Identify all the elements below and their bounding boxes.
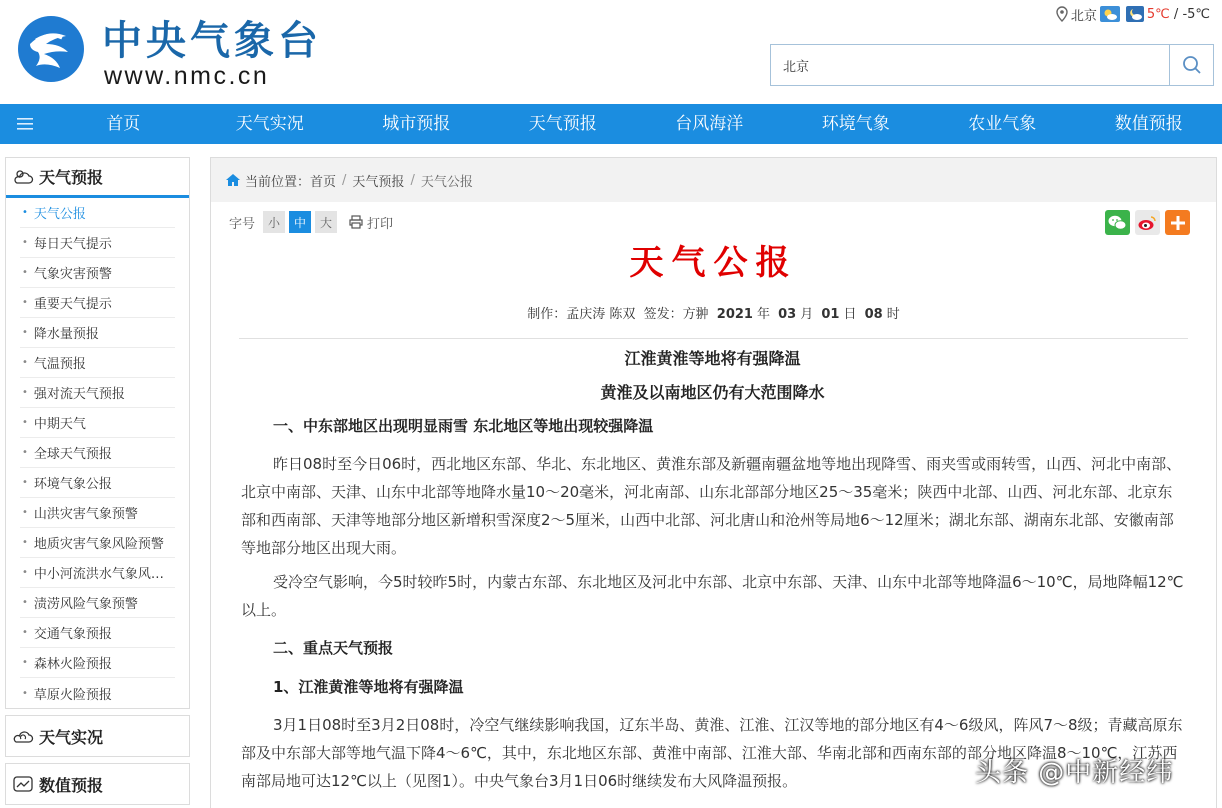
cloud-icon: [12, 168, 34, 186]
sidebar-numeric-title: 数值预报: [39, 775, 104, 795]
search-box: [770, 44, 1214, 86]
cloud-refresh-icon: [12, 727, 34, 745]
sidebar-forecast-title: 天气预报: [39, 168, 104, 187]
sidebar-item[interactable]: [20, 198, 175, 228]
city-name[interactable]: 北京: [1070, 8, 1097, 24]
sidebar-item[interactable]: [20, 408, 175, 438]
location-pin-icon: [1056, 6, 1068, 22]
bulletin-day: 01: [821, 307, 840, 322]
breadcrumb-forecast[interactable]: 天气预报: [352, 174, 405, 190]
sidebar-item-label: 气象灾害预警: [33, 267, 112, 282]
font-size-label: 字号: [229, 216, 256, 232]
sidebar-item-label: 地质灾害气象风险预警: [33, 537, 164, 552]
search-button[interactable]: [1169, 45, 1213, 85]
bulletin-article: [241, 342, 1184, 795]
sidebar-item-label: 渍涝风险气象预警: [33, 597, 138, 612]
bullet-icon: •: [22, 267, 28, 278]
sidebar-item[interactable]: [20, 228, 175, 258]
nav-item-city-forecast[interactable]: 城市预报: [382, 114, 451, 134]
sidebar-item[interactable]: [20, 588, 175, 618]
sidebar-item[interactable]: [20, 498, 175, 528]
wechat-icon[interactable]: [1105, 210, 1130, 235]
breadcrumb-sep: /: [342, 172, 347, 188]
bullet-icon: •: [22, 687, 28, 699]
bullet-icon: •: [22, 387, 28, 398]
sidebar-item-label: 气温预报: [33, 357, 86, 372]
temp-low: -5℃: [1182, 6, 1210, 22]
sidebar-item-label: 交通气象预报: [33, 627, 112, 642]
sidebar-item[interactable]: [20, 258, 175, 288]
bullet-icon: •: [22, 417, 28, 428]
logo-title[interactable]: 中央气象台: [102, 18, 322, 64]
printer-icon: [349, 215, 363, 229]
bullet-icon: •: [22, 567, 28, 578]
bulletin-year: 2021: [716, 307, 753, 322]
sidebar-item[interactable]: [20, 528, 175, 558]
breadcrumb-sep: /: [410, 172, 415, 188]
nav-item-live-weather[interactable]: 天气实况: [235, 114, 304, 134]
sidebar-item[interactable]: [20, 558, 175, 588]
nav-item-numeric-forecast[interactable]: 数值预报: [1114, 114, 1183, 134]
sidebar-forecast-box: [5, 157, 190, 709]
sidebar-item-label: 天气公报: [33, 207, 86, 222]
print-button[interactable]: [349, 213, 393, 232]
chart-icon: [12, 775, 34, 793]
section-heading-1: 一、中东部地区出现明显雨雪 东北地区等地出现较强降温: [273, 417, 654, 435]
weather-mini[interactable]: [1053, 4, 1210, 24]
bullet-icon: •: [22, 537, 28, 548]
sidebar: [5, 157, 190, 805]
bullet-icon: •: [22, 297, 28, 308]
sidebar-item[interactable]: [20, 318, 175, 348]
bullet-icon: •: [22, 207, 28, 218]
headline-primary: 江淮黄淮等地将有强降温: [624, 349, 801, 368]
bulletin-meta: [211, 303, 1216, 322]
sidebar-actual-header[interactable]: [6, 716, 189, 756]
sidebar-item-label: 山洪灾害气象预警: [33, 507, 138, 522]
bullet-icon: •: [22, 237, 28, 248]
sidebar-item[interactable]: [20, 348, 175, 378]
temp-high: 5℃: [1146, 6, 1170, 22]
sidebar-actual-title: 天气实况: [39, 727, 104, 747]
bullet-icon: •: [22, 507, 28, 518]
breadcrumb-home[interactable]: 首页: [310, 174, 337, 190]
sidebar-item-label: 每日天气提示: [33, 237, 112, 252]
share-plus-icon[interactable]: [1165, 210, 1190, 235]
bullet-icon: •: [22, 357, 28, 368]
bullet-icon: •: [22, 327, 28, 338]
night-cloud-icon: [1126, 6, 1144, 22]
hamburger-icon: [17, 118, 33, 130]
sidebar-item-label: 全球天气预报: [33, 447, 112, 462]
nmc-logo[interactable]: [16, 14, 86, 84]
year-unit: 年: [756, 307, 770, 322]
paragraph-3: 3月1日08时至3月2日08时，冷空气继续影响我国，辽东半岛、黄淮、江淮、江汉等地的部分地区有4～6级风，阵风7～8级；青藏高原东部及中东部大部等地气温下降4～6℃，其中，东北地区东部、黄淮中南部、江淮大部、华南北部和西南东部的部分地区降温8～10℃，江苏西南部局地可达12℃以上（见图1）。中央气象台3月1日06时继续发布大风降温预报。: [241, 716, 1183, 790]
subsection-heading-2-1: 1、江淮黄淮等地将有强降温: [273, 678, 464, 696]
bullet-icon: •: [22, 477, 28, 488]
sidebar-item-label: 环境气象公报: [33, 477, 112, 492]
day-unit: 日: [843, 307, 857, 322]
sidebar-forecast-list: [6, 198, 189, 708]
bullet-icon: •: [22, 627, 28, 638]
paragraph-2: 受冷空气影响，今5时较昨5时，内蒙古东部、东北地区及河北中东部、北京中东部、天津、山东中北部等地降温6～10℃，局地降幅12℃以上。: [241, 573, 1184, 619]
nav-item-weather-forecast[interactable]: 天气预报: [528, 114, 597, 134]
print-label: 打印: [367, 216, 394, 232]
article-toolbar: [229, 210, 393, 234]
share-bar: [1100, 210, 1190, 235]
bulletin-month: 03: [778, 307, 797, 322]
hour-unit: 时: [886, 307, 900, 322]
logo-url[interactable]: www.nmc.cn: [104, 62, 270, 90]
bullet-icon: •: [22, 657, 28, 668]
temp-sep: /: [1169, 6, 1183, 22]
section-heading-2: 二、重点天气预报: [273, 639, 394, 657]
font-size-large-button[interactable]: 大: [315, 211, 337, 233]
breadcrumb: [211, 158, 1216, 202]
sidebar-forecast-header[interactable]: [6, 158, 189, 198]
nav-item-typhoon-ocean[interactable]: 台风海洋: [675, 114, 744, 134]
sidebar-item[interactable]: [20, 438, 175, 468]
weibo-icon[interactable]: [1135, 210, 1160, 235]
sidebar-item-label: 中小河流洪水气象风…: [33, 567, 164, 582]
sidebar-item-label: 草原火险预报: [33, 687, 112, 703]
bullet-icon: •: [22, 597, 28, 608]
nav-item-home[interactable]: 首页: [106, 114, 141, 134]
site-header: [0, 0, 1222, 104]
bulletin-authors: 制作：孟庆涛 陈双 签发：方翀: [527, 307, 709, 322]
nav-menu-button[interactable]: [0, 104, 50, 144]
breadcrumb-label: 当前位置：: [245, 174, 311, 190]
main-nav: [0, 104, 1222, 144]
paragraph-1: 昨日08时至今日06时，西北地区东部、华北、东北地区、黄淮东部及新疆南疆盆地等地出现降雪、雨夹雪或雨转雪，山西、河北中南部、北京中南部、天津、山东中北部等地降水量10～20毫米，河北南部、山东北部部分地区25～35毫米；陕西中北部、山西、河北东部、北京东部和西南部、天津等地部分地区新增积雪深度2～5厘米，山西中北部、河北唐山和沧州等局地6～12厘米；湖北东部、湖南东北部、安徽南部等地部分地区出现大雨。: [241, 455, 1182, 557]
sidebar-item-label: 强对流天气预报: [33, 387, 125, 402]
sidebar-item[interactable]: [20, 288, 175, 318]
sidebar-actual-box: [5, 715, 190, 757]
sidebar-item-label: 重要天气提示: [33, 297, 112, 312]
sidebar-item[interactable]: [20, 648, 175, 678]
sidebar-item[interactable]: [20, 468, 175, 498]
bulletin-title: 天气公报: [629, 243, 798, 283]
watermark: 头条 @中新经纬: [975, 758, 1174, 788]
sidebar-item-label: 中期天气: [33, 417, 86, 432]
bullet-icon: •: [22, 447, 28, 458]
sidebar-item[interactable]: [20, 678, 175, 708]
home-icon: [225, 173, 241, 187]
sidebar-item-label: 森林火险预报: [33, 657, 112, 672]
search-icon: [1182, 55, 1202, 75]
sidebar-item-label: 降水量预报: [33, 327, 99, 342]
sidebar-item[interactable]: [20, 618, 175, 648]
sidebar-item[interactable]: [20, 378, 175, 408]
sidebar-numeric-header[interactable]: [6, 764, 189, 804]
font-size-small-button[interactable]: 小: [263, 211, 285, 233]
headline-secondary: 黄淮及以南地区仍有大范围降水: [600, 383, 825, 402]
bulletin-hour: 08: [864, 307, 883, 322]
nav-item-agriculture[interactable]: 农业气象: [968, 114, 1037, 134]
sunny-cloud-icon: [1100, 6, 1120, 22]
meta-divider: [239, 338, 1188, 339]
breadcrumb-bulletin[interactable]: 天气公报: [420, 174, 473, 190]
month-unit: 月: [800, 307, 814, 322]
nav-item-environment[interactable]: 环境气象: [821, 114, 890, 134]
font-size-medium-button[interactable]: 中: [289, 211, 311, 233]
main-content: [210, 157, 1217, 808]
search-input[interactable]: [771, 45, 1169, 85]
sidebar-numeric-box: [5, 763, 190, 805]
